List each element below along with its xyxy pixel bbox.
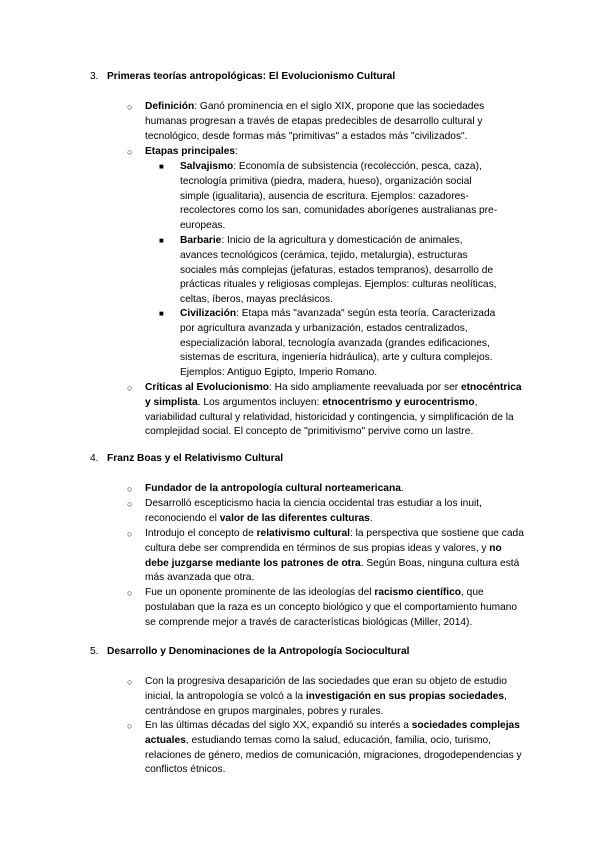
hollow-circle-bullet-icon: ○ (127, 721, 133, 731)
list-item-propias-sociedades: ○ Con la progresiva desaparición de las sociedades que eran su objeto de estudio inicial, la antropología se volcó a la investigación en sus propias sociedades, centrándose en grupos marginales, pobres y rurales. (127, 676, 507, 717)
hollow-circle-bullet-icon: ○ (127, 588, 133, 598)
hollow-circle-bullet-icon: ○ (127, 147, 133, 157)
hollow-circle-bullet-icon: ○ (127, 102, 133, 112)
hollow-circle-bullet-icon: ○ (127, 677, 133, 687)
square-bullet-icon: ■ (159, 309, 164, 318)
list-item-racismo: ○ Fue un oponente prominente de las ideologías del racismo científico, que postulaban que la raza es un concepto biológico y que el comportamiento humano se comprende mejor a través de características biológicas (Miller, 2014). (127, 587, 518, 628)
section-heading: 4. Franz Boas y el Relativismo Cultural (90, 453, 284, 464)
list-item-etapas: ○ Etapas principales: (127, 145, 527, 160)
list-item-escepticismo: ○ Desarrolló escepticismo hacia la ciencia occidental tras estudiar a los inuit, reconociendo el valor de las diferentes culturas. (127, 498, 482, 524)
square-bullet-icon: ■ (159, 236, 164, 245)
list-item-relativismo: ○ Introdujo el concepto de relativismo cultural: la perspectiva que sostiene que cada cultura debe ser comprendida en términos de sus propias ideas y valores, y no debe juzgarse mediante los patrones de otra. Según Boas, ninguna cultura está más avanzada que otra. (127, 528, 524, 584)
section-heading: 5. Desarrollo y Denominaciones de la Antropología Sociocultural (90, 646, 410, 657)
section-heading: 3. Primeras teorías antropológicas: El Evolucionismo Cultural (90, 71, 396, 82)
hollow-circle-bullet-icon: ○ (127, 529, 133, 539)
sub-item-salvajismo: ■ Salvajismo: Economía de subsistencia (recolección, pesca, caza), tecnología primitiva (piedra, madera, hueso), organización social simple (igualitaria), ausencia de escritura. Ejemplos: cazadores-recolectores como los san, comunidades aborígenes australianas pre-europeas. (159, 161, 498, 232)
list-item-definicion: ○ Definición: Ganó prominencia en el siglo XIX, propone que las sociedades humanas progresan a través de etapas predecibles de desarrollo cultural y tecnológico, desde formas más "primitivas" a estados más "civilizados". (127, 101, 485, 142)
sub-item-civilizacion: ■ Civilización: Etapa más "avanzada" según esta teoría. Caracterizada por agricultura avanzada y urbanización, estados centralizados, especialización laboral, tecnología avanzada (grandes edificaciones, sistemas de escritura, ingeniería hidráulica), arte y cultura complejos. Ejemplos: Antiguo Egipto, Imperio Romano. (159, 308, 496, 379)
list-item-criticas: ○ Críticas al Evolucionismo: Ha sido ampliamente reevaluada por ser etnocéntrica y simplista. Los argumentos incluyen: etnocentrismo y eurocentrismo, variabilidad cultural y relatividad, historicidad y contingencia, y simplificación de la complejidad social. El concepto de "primitivismo" pervive como un lastre. (127, 382, 522, 438)
sub-item-barbarie: ■ Barbarie: Inicio de la agricultura y domesticación de animales, avances tecnológicos (cerámica, tejido, metalurgia), estructuras sociales más complejas (jefaturas, estados tempranos), desarrollo de prácticas rituales y religiosas complejas. Ejemplos: culturas neolíticas, celtas, íberos, mayas preclásicos. (159, 235, 497, 306)
section-title: Primeras teorías antropológicas: El Evolucionismo Cultural (107, 71, 396, 82)
square-bullet-icon: ■ (159, 162, 164, 171)
list-item-sociedades-complejas: ○ En las últimas décadas del siglo XX, expandió su interés a sociedades complejas actuales, estudiando temas como la salud, educación, familia, ocio, turismo, relaciones de género, medios de comunicación, migraciones, drogodependencias y conflictos étnicos. (127, 720, 522, 776)
hollow-circle-bullet-icon: ○ (127, 499, 133, 509)
hollow-circle-bullet-icon: ○ (127, 484, 133, 494)
list-item-fundador: ○ Fundador de la antropología cultural norteamericana. (127, 482, 527, 497)
section-title: Franz Boas y el Relativismo Cultural (107, 453, 284, 464)
hollow-circle-bullet-icon: ○ (127, 383, 133, 393)
section-title: Desarrollo y Denominaciones de la Antropología Sociocultural (107, 646, 410, 657)
